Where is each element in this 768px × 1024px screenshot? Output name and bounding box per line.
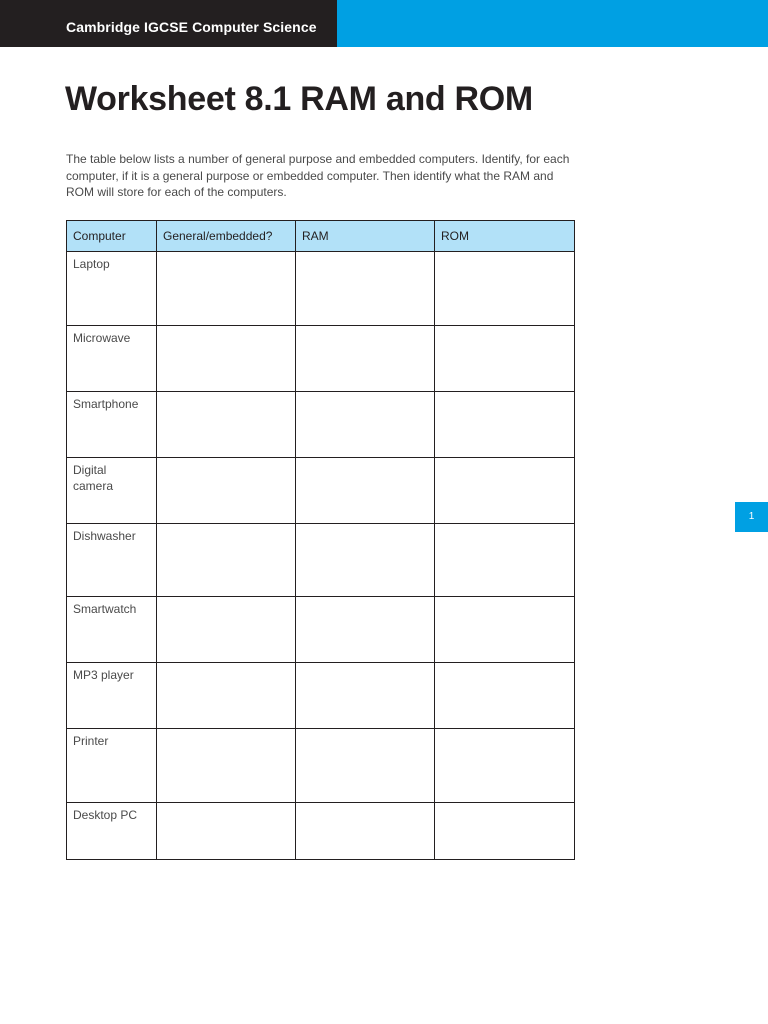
rom-answer-cell[interactable]	[435, 729, 575, 803]
ram-answer-cell[interactable]	[296, 524, 435, 597]
table-row	[67, 252, 575, 326]
general-embedded-answer-cell[interactable]	[157, 803, 296, 860]
general-embedded-answer-cell[interactable]	[157, 458, 296, 524]
header-series-bar	[0, 0, 337, 47]
rom-answer-cell[interactable]	[435, 458, 575, 524]
ram-answer-cell[interactable]	[296, 729, 435, 803]
rom-answer-cell[interactable]	[435, 524, 575, 597]
table-header-row	[67, 221, 575, 252]
column-header-ram: RAM	[296, 221, 435, 252]
general-embedded-answer-cell[interactable]	[157, 729, 296, 803]
ram-answer-cell[interactable]	[296, 597, 435, 663]
table-row	[67, 597, 575, 663]
general-embedded-answer-cell[interactable]	[157, 326, 296, 392]
ram-answer-cell[interactable]	[296, 326, 435, 392]
computer-label: Digital camera	[73, 463, 114, 493]
computer-cell: Smartwatch	[67, 597, 157, 663]
ram-answer-cell[interactable]	[296, 663, 435, 729]
general-embedded-answer-cell[interactable]	[157, 524, 296, 597]
computer-cell: Laptop	[67, 252, 157, 326]
computer-cell: Microwave	[67, 326, 157, 392]
table-row	[67, 663, 575, 729]
table-row	[67, 458, 575, 524]
rom-answer-cell[interactable]	[435, 392, 575, 458]
page-title: Worksheet 8.1 RAM and ROM	[65, 80, 533, 118]
table-row	[67, 326, 575, 392]
ram-answer-cell[interactable]	[296, 252, 435, 326]
computer-cell: MP3 player	[67, 663, 157, 729]
ram-answer-cell[interactable]	[296, 803, 435, 860]
column-header-rom: ROM	[435, 221, 575, 252]
general-embedded-answer-cell[interactable]	[157, 597, 296, 663]
worksheet-table	[66, 220, 575, 860]
rom-answer-cell[interactable]	[435, 803, 575, 860]
column-header-general-embedded: General/embedded?	[157, 221, 296, 252]
header-accent-bar	[337, 0, 768, 47]
general-embedded-answer-cell[interactable]	[157, 252, 296, 326]
general-embedded-answer-cell[interactable]	[157, 392, 296, 458]
table-row	[67, 524, 575, 597]
computer-cell: Dishwasher	[67, 524, 157, 597]
page-number-tab: 1	[735, 502, 768, 532]
general-embedded-answer-cell[interactable]	[157, 663, 296, 729]
rom-answer-cell[interactable]	[435, 326, 575, 392]
rom-answer-cell[interactable]	[435, 663, 575, 729]
table-row	[67, 729, 575, 803]
rom-answer-cell[interactable]	[435, 597, 575, 663]
ram-answer-cell[interactable]	[296, 392, 435, 458]
column-header-computer: Computer	[67, 221, 157, 252]
computer-cell: Printer	[67, 729, 157, 803]
computer-cell: Smartphone	[67, 392, 157, 458]
computer-cell	[67, 458, 157, 524]
computer-cell: Desktop PC	[67, 803, 157, 860]
table-row	[67, 803, 575, 860]
ram-answer-cell[interactable]	[296, 458, 435, 524]
rom-answer-cell[interactable]	[435, 252, 575, 326]
table-row	[67, 392, 575, 458]
intro-paragraph: The table below lists a number of general purpose and embedded computers. Identify, for each computer, if it is a general purpose or embedded computer. Then identify what the RAM and ROM will store for each of the computers.	[66, 152, 570, 199]
series-title: Cambridge IGCSE Computer Science	[66, 19, 317, 35]
